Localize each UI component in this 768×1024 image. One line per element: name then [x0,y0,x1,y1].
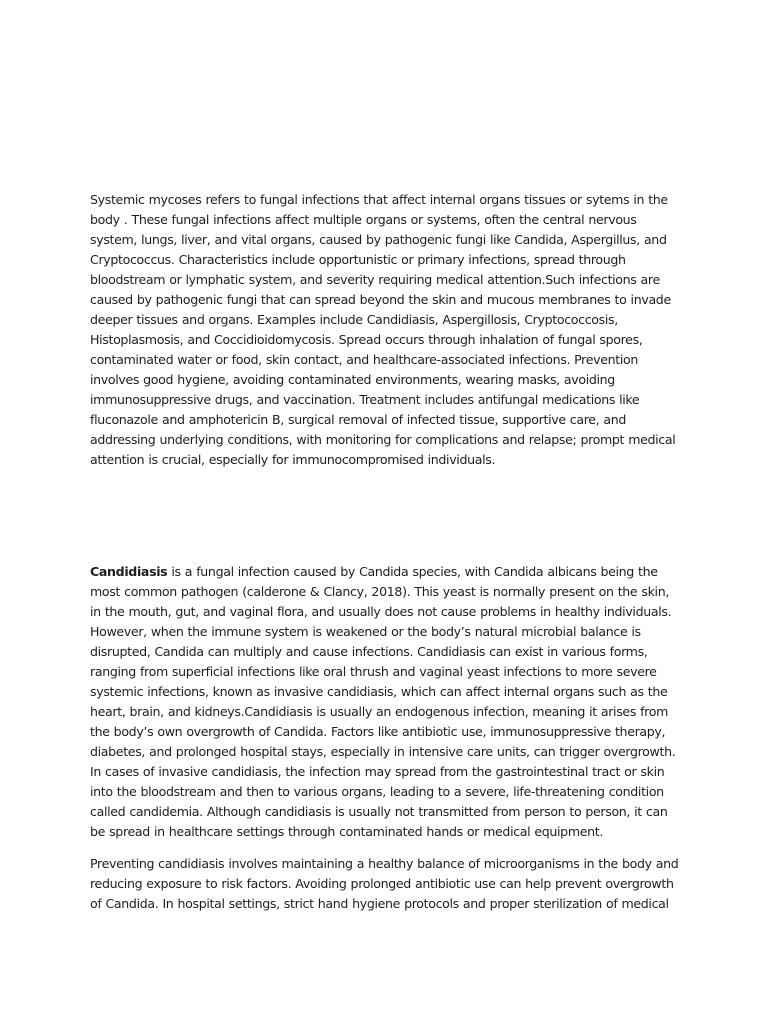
candidiasis-term: Candidiasis [90,564,168,579]
candidiasis-body: is a fungal infection caused by Candida species, with Candida albicans being the most common pathogen (calderone & Clancy, 2018). This yeast is normally present on the skin, in the mouth, gut, and vaginal flora, and usually does not cause problems in healthy individuals. However, when the immune system is weakened or the body’s natural microbial balance is disrupted, Candida can multiply and cause infections. Candidiasis can exist in various forms, ranging from superficial infections like oral thrush and vaginal yeast infections to more severe systemic infections, known as invasive candidiasis, which can affect internal organs such as the heart, brain, and kidneys.Candidiasis is usually an endogenous infection, meaning it arises from the body’s own overgrowth of Candida. Factors like antibiotic use, immunosuppressive therapy, diabetes, and prolonged hospital stays, especially in intensive care units, can trigger overgrowth. In cases of invasive candidiasis, the infection may spread from the gastrointestinal tract or skin into the bloodstream and then to various organs, leading to a severe, life-threatening condition called candidemia. Although candidiasis is usually not transmitted from person to person, it can be spread in healthcare settings through contaminated hands or medical equipment. [90,564,676,839]
paragraph-prevention: Preventing candidiasis involves maintaining a healthy balance of microorganisms in the body and reducing exposure to risk factors. Avoiding prolonged antibiotic use can help prevent overgrowth of Candida. In hospital settings, strict hand hygiene protocols and proper sterilization of medical [90,856,679,911]
paragraph-systemic-mycoses: Systemic mycoses refers to fungal infections that affect internal organs tissues or sytems in the body . These fungal infections affect multiple organs or systems, often the central nervous system, lungs, liver, and vital organs, caused by pathogenic fungi like Candida, Aspergillus, and Cryptococcus. Characteristics include opportunistic or primary infections, spread through bloodstream or lymphatic system, and severity requiring medical attention.Such infections are caused by pathogenic fungi that can spread beyond the skin and mucous membranes to invade deeper tissues and organs. Examples include Candidiasis, Aspergillosis, Cryptococcosis, Histoplasmosis, and Coccidioidomycosis. Spread occurs through inhalation of fungal spores, contaminated water or food, skin contact, and healthcare-associated infections. Prevention involves good hygiene, avoiding contaminated environments, wearing masks, avoiding immunosuppressive drugs, and vaccination. Treatment includes antifungal medications like fluconazole and amphotericin B, surgical removal of infected tissue, supportive care, and addressing underlying conditions, with monitoring for complications and relapse; prompt medical attention is crucial, especially for immunocompromised individuals. [90,192,676,467]
paragraph-candidiasis [90,562,680,842]
